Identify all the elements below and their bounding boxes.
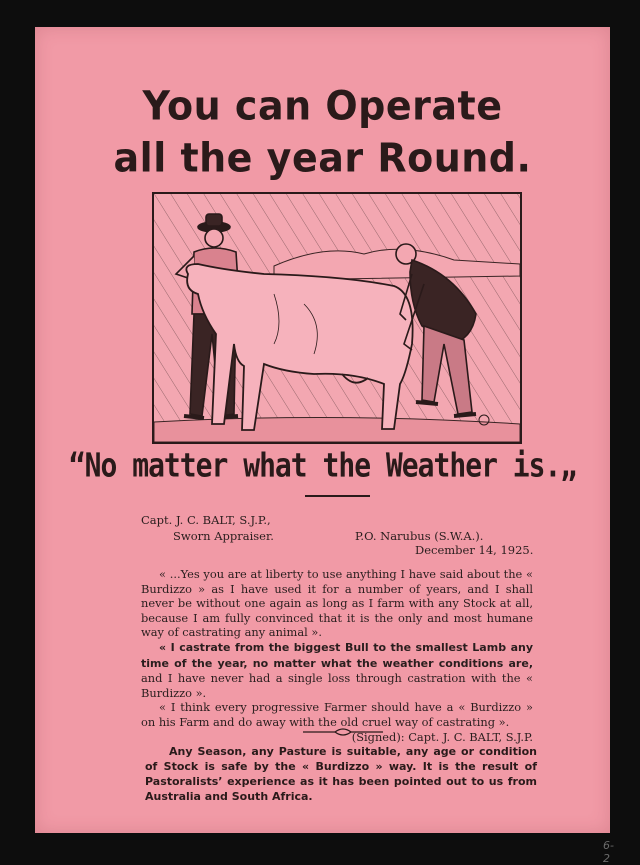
poster-sheet (35, 27, 614, 865)
ornament-divider (303, 727, 383, 737)
headline-line-1: You can Operate (142, 82, 503, 130)
testimonial-date: December 14, 1925. (415, 543, 534, 557)
letter-paragraph-3: « I think every progressive Farmer should have a « Burdizzo » on his Farm and do away with the old cruel way of castrating ». (141, 700, 533, 729)
letter-paragraph-2-bold: « I castrate from the biggest Bull to the smallest Lamb any time of the year, no matter what the weather conditions are, (141, 640, 533, 670)
pencil-annotation: 6-2 (603, 839, 614, 865)
footer-statement: Any Season, any Pasture is suitable, any age or condition of Stock is safe by the « Burdizzo » way. It is the result of Pastoralists’ experience as it has been pointed out to us from Australia and South Africa. (145, 745, 537, 803)
divider-rule (305, 495, 370, 497)
letter-paragraph-2 (141, 640, 533, 700)
headline-line-2: all the year Round. (113, 134, 532, 182)
testimonial-letter (141, 567, 533, 744)
testimonial-place: P.O. Narubus (S.W.A.). (355, 529, 484, 543)
slogan: “No matter what the Weather is.„ (68, 446, 577, 485)
testimonial-name: Capt. J. C. BALT, S.J.P., (141, 513, 271, 527)
letter-paragraph-1: « ...Yes you are at liberty to use anything I have said about the « Burdizzo » as I have used it for a number of years, and I shall never be without one again as long as I farm with any Stock at all, because I am fully convinced that it is the only and most humane way of castrating any animal ». (141, 567, 533, 640)
testimonial-role: Sworn Appraiser. (173, 529, 274, 543)
bull-castration-drawing (154, 194, 520, 442)
illustration (152, 192, 522, 444)
signed-text: (Signed): Capt. J. C. BALT, S.J.P. (351, 729, 533, 744)
letter-paragraph-2-rest: and I have never had a single loss through castration with the « Burdizzo ». (141, 671, 533, 700)
